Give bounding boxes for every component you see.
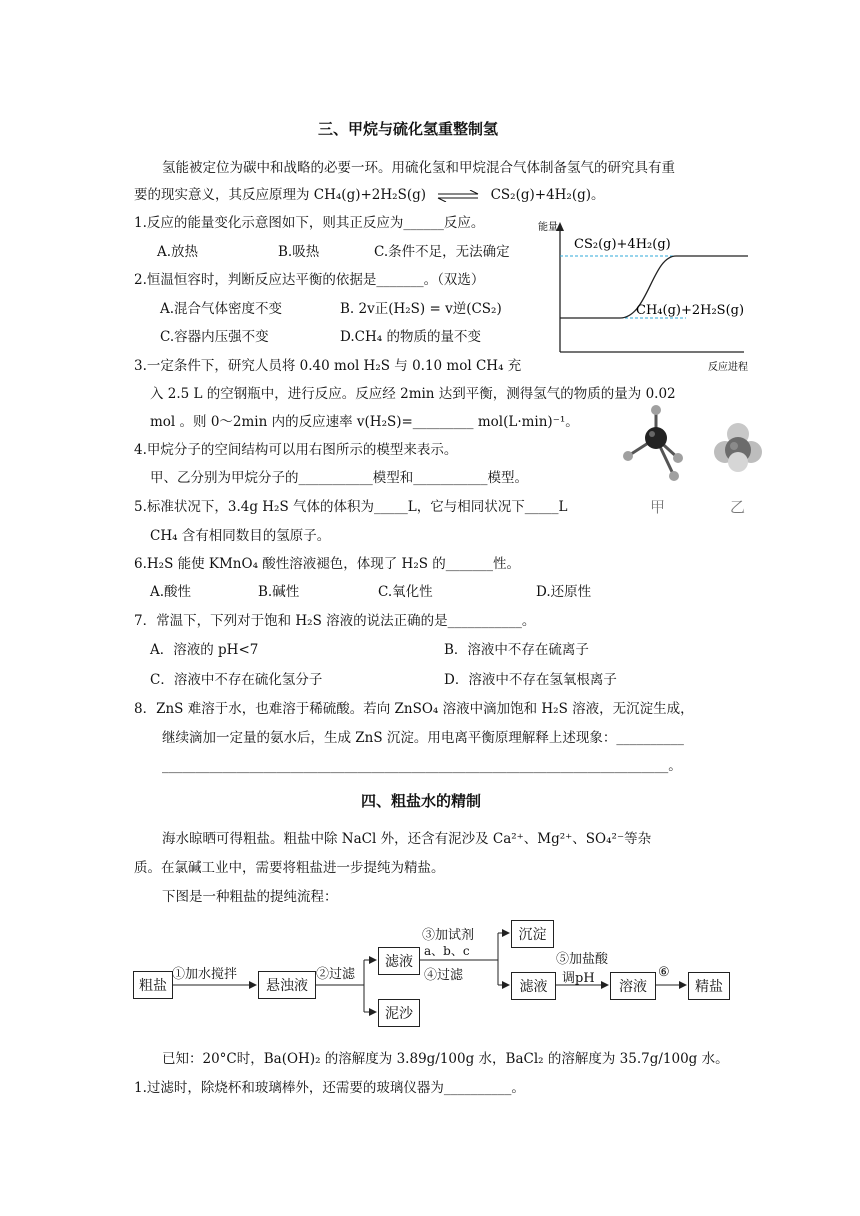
flow-step-3-reagents: a、b、c [424, 944, 470, 958]
flow-step-6-label: ⑥ [658, 965, 670, 980]
s3-question-6: 6.H₂S 能使 KMnO₄ 酸性溶液褪色，体现了 H₂S 的_______性。 [134, 556, 521, 572]
s4-question-1: 1.过滤时，除烧杯和玻璃棒外，还需要的玻璃仪器为__________。 [134, 1080, 525, 1096]
s3-q2-option-a: A.混合气体密度不变 [160, 301, 283, 317]
s3-q7-option-a: A．溶液的 pH<7 [150, 642, 259, 658]
s3-question-4-line1: 4.甲烷分子的空间结构可以用右图所示的模型来表示。 [134, 442, 458, 458]
s3-q2-option-d: D.CH₄ 的物质的量不变 [340, 329, 481, 345]
s3-q6-option-b: B.碱性 [258, 584, 300, 600]
flow-box-suspension: 悬浊液 [258, 971, 316, 999]
energy-x-label: 反应进程 [708, 362, 748, 373]
s3-q2-option-b: B. 2v正(H₂S) = v逆(CS₂) [340, 301, 502, 317]
s3-question-5-line2: CH₄ 含有相同数目的氢原子。 [150, 528, 331, 544]
flow-box-solution: 溶液 [610, 972, 656, 1000]
section4-flow-intro: 下图是一种粗盐的提纯流程： [162, 889, 338, 905]
flow-box-sediment: 泥沙 [378, 999, 420, 1027]
s3-q6-option-d: D.还原性 [536, 584, 592, 600]
s3-question-8-line1: 8．ZnS 难溶于水，也难溶于稀硫酸。若向 ZnSO₄ 溶液中滴加饱和 H₂S 溶液，无沉淀生成， [134, 701, 694, 717]
flow-box-filtrate-2: 滤液 [511, 972, 556, 1000]
flow-step-3-label: ③加试剂 [422, 928, 475, 943]
section4-intro-line2: 质。在氯碱工业中，需要将粗盐进一步提纯为精盐。 [134, 860, 445, 876]
section3-title: 三、甲烷与硫化氢重整制氢 [318, 120, 499, 138]
s3-q1-option-c: C.条件不足，无法确定 [374, 244, 510, 260]
s3-q7-option-c: C．溶液中不存在硫化氢分子 [150, 672, 323, 688]
s3-question-2: 2.恒温恒容时，判断反应达平衡的依据是_______。（双选） [134, 272, 485, 288]
s3-q1-option-b: B.吸热 [278, 244, 320, 260]
s3-question-8-line3: ___________________________________________________________________________。 [162, 758, 682, 774]
s3-q7-option-d: D．溶液中不存在氢氧根离子 [444, 672, 617, 688]
section4-known-data: 已知：20°C时，Ba(OH)₂ 的溶解度为 3.89g/100g 水，BaCl₂ 的溶解度为 35.7g/100g 水。 [162, 1051, 729, 1067]
flow-step-5-sub: 调pH [562, 971, 595, 986]
s3-question-1: 1.反应的能量变化示意图如下，则其正反应为______反应。 [134, 215, 485, 231]
s3-question-4-line2: 甲、乙分别为甲烷分子的___________模型和___________模型。 [150, 470, 528, 486]
flow-step-4-label: ④过滤 [424, 968, 464, 983]
reactants-label: CH₄(g)+2H₂S(g) [636, 303, 745, 318]
s3-question-3-line1: 3.一定条件下，研究人员将 0.40 mol H₂S 与 0.10 mol CH₄ 充 [134, 358, 522, 374]
s3-q1-option-a: A.放热 [157, 244, 199, 260]
section4-intro-line1: 海水晾晒可得粗盐。粗盐中除 NaCl 外，还含有泥沙及 Ca²⁺、Mg²⁺、SO₄²⁻等杂 [162, 831, 652, 847]
energy-y-label: 能量 [538, 222, 558, 233]
flow-box-filtrate-1: 滤液 [378, 947, 420, 975]
flow-step-1-label: ①加水搅拌 [172, 967, 238, 982]
flow-step-2-label: ②过滤 [316, 967, 356, 982]
section4-title: 四、粗盐水的精制 [361, 792, 482, 810]
s3-question-8-line2: 继续滴加一定量的氨水后，生成 ZnS 沉淀。用电离平衡原理解释上述现象：__________ [162, 730, 684, 746]
s3-q2-option-c: C.容器内压强不变 [160, 329, 269, 345]
model-left-label: 甲 [650, 498, 666, 516]
flow-box-crude-salt: 粗盐 [133, 971, 173, 999]
reaction-products-text: CS₂(g)+4H₂(g)。 [490, 187, 605, 203]
s3-question-7: 7．常温下，下列对于饱和 H₂S 溶液的说法正确的是___________。 [134, 613, 536, 629]
s3-q7-option-b: B．溶液中不存在硫离子 [444, 642, 589, 658]
s3-q6-option-c: C.氧化性 [378, 584, 433, 600]
flow-box-refined-salt: 精盐 [688, 972, 730, 1000]
s3-q6-option-a: A.酸性 [150, 584, 192, 600]
section3-intro-line1: 氢能被定位为碳中和战略的必要一环。用硫化氢和甲烷混合气体制备氢气的研究具有重 [162, 160, 675, 176]
flow-step-5-label: ⑤加盐酸 [556, 952, 609, 967]
products-label: CS₂(g)+4H₂(g) [574, 237, 671, 252]
s3-question-3-line3: mol 。则 0～2min 内的反应速率 v(H₂S)=_________ mol(L·min)⁻¹。 [150, 414, 579, 430]
s3-question-5-line1: 5.标准状况下，3.4g H₂S 气体的体积为_____L，它与相同状况下_____L [134, 499, 568, 515]
reaction-reactants-text: 要的现实意义，其反应原理为 CH₄(g)+2H₂S(g) [134, 187, 426, 203]
s3-question-3-line2: 入 2.5 L 的空钢瓶中，进行反应。反应经 2min 达到平衡，测得氢气的物质的量为 0.02 [150, 386, 676, 402]
flow-box-precipitate: 沉淀 [511, 920, 554, 948]
model-right-label: 乙 [730, 498, 746, 516]
